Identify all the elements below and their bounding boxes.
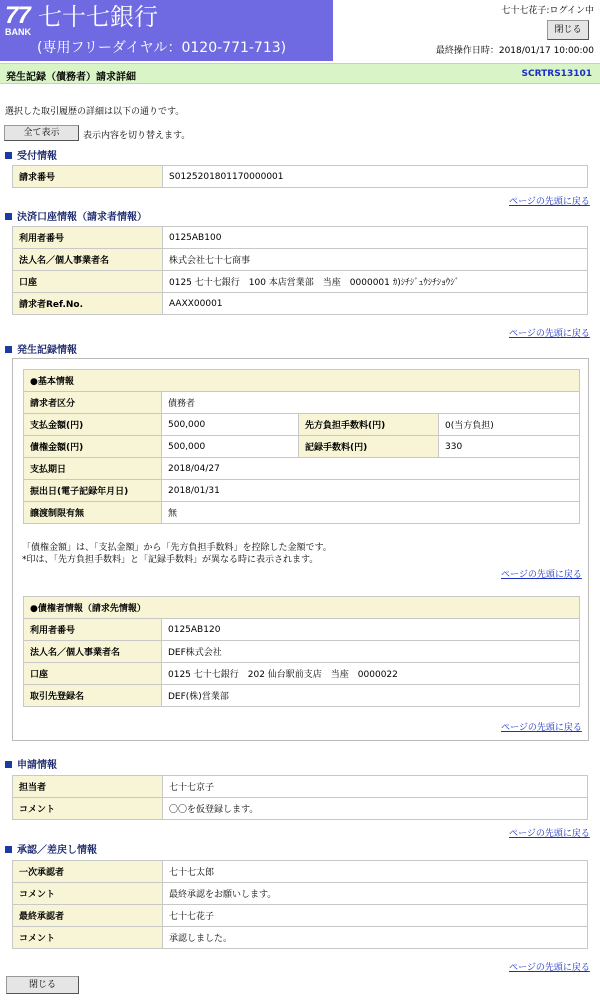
bank-name: 七十七銀行	[38, 3, 158, 31]
row-label: 口座	[24, 663, 162, 685]
title-bar	[0, 63, 600, 84]
page-title: 発生記録（債務者）請求詳細	[6, 72, 136, 83]
page-top-link[interactable]: ページの先頭に戻る	[509, 829, 590, 839]
row-label: コメント	[13, 883, 163, 905]
table-row	[24, 619, 580, 641]
row-label: 譲渡制限有無	[24, 502, 162, 524]
section-receipt-title: 受付情報	[5, 147, 57, 162]
row-value: 2018/01/31	[162, 480, 580, 502]
row-value: 0125AB100	[163, 227, 588, 249]
row-label: 法人名／個人事業者名	[13, 249, 163, 271]
row-label: 利用者番号	[24, 619, 162, 641]
phone-number: (専用フリーダイヤル：0120-771-713)	[37, 40, 287, 56]
table-row	[13, 776, 588, 798]
row-label: 利用者番号	[13, 227, 163, 249]
creditor-info-subtitle: ●債権者情報（請求先情報）	[24, 597, 580, 619]
section-square-icon	[5, 213, 12, 220]
section-square-icon	[5, 846, 12, 853]
row-value: 500,000	[162, 414, 299, 436]
screen-id: SCRTRS13101	[521, 69, 592, 79]
table-row	[24, 458, 580, 480]
login-user: 七十七花子:ログイン中	[501, 6, 594, 16]
table-row	[24, 392, 580, 414]
table-row	[24, 663, 580, 685]
row-label: 法人名／個人事業者名	[24, 641, 162, 663]
row-value: 〇〇を仮登録します。	[163, 798, 588, 820]
close-button-bottom[interactable]: 閉じる	[6, 976, 79, 994]
row-value: 0(当方負担)	[439, 414, 580, 436]
application-table	[12, 775, 588, 820]
settlement-table	[12, 226, 588, 315]
row-label: 債権金額(円)	[24, 436, 162, 458]
row-value: AAXX00001	[163, 293, 588, 315]
row-value: 無	[162, 502, 580, 524]
page-top-link[interactable]: ページの先頭に戻る	[509, 197, 590, 207]
show-all-button[interactable]: 全て表示	[4, 125, 79, 141]
row-value: 2018/04/27	[162, 458, 580, 480]
basic-info-subtitle: ●基本情報	[24, 370, 580, 392]
row-value: 最終承認をお願いします。	[163, 883, 588, 905]
table-row	[24, 597, 580, 619]
table-row	[13, 293, 588, 315]
row-label: 口座	[13, 271, 163, 293]
intro-text: 選択した取引履歴の詳細は以下の通りです。	[5, 107, 185, 117]
logo-number: 77	[5, 2, 30, 29]
section-approval-title: 承認／差戻し情報	[5, 841, 97, 856]
asterisk-note: *印は、「先方負担手数料」と「記録手数料」が異なる時に表示されます。	[22, 555, 319, 565]
table-row	[24, 436, 580, 458]
table-row	[13, 166, 588, 188]
header	[0, 0, 600, 62]
section-record-title: 発生記録情報	[5, 341, 77, 356]
table-row	[13, 798, 588, 820]
page-top-link[interactable]: ページの先頭に戻る	[509, 329, 590, 339]
table-row	[13, 927, 588, 949]
approval-table	[12, 860, 588, 949]
row-label: 最終承認者	[13, 905, 163, 927]
row-label: 取引先登録名	[24, 685, 162, 707]
row-label: 記録手数料(円)	[299, 436, 439, 458]
logo-bank-text: BANK	[5, 27, 31, 37]
receipt-table	[12, 165, 588, 188]
row-label: 請求番号	[13, 166, 163, 188]
table-row	[13, 227, 588, 249]
table-row	[24, 685, 580, 707]
last-operation-time: 最終操作日時：2018/01/17 10:00:00	[435, 46, 594, 56]
section-square-icon	[5, 152, 12, 159]
row-value: 債務者	[162, 392, 580, 414]
table-row	[13, 271, 588, 293]
page-top-link[interactable]: ページの先頭に戻る	[501, 723, 582, 733]
creditor-info-table	[23, 596, 580, 707]
row-value: DEF株式会社	[162, 641, 580, 663]
row-value: 株式会社七十七商事	[163, 249, 588, 271]
row-value: 0125AB120	[162, 619, 580, 641]
row-label: コメント	[13, 798, 163, 820]
row-value: 500,000	[162, 436, 299, 458]
bank-logo	[0, 0, 333, 61]
row-label: 請求者Ref.No.	[13, 293, 163, 315]
row-label: 担当者	[13, 776, 163, 798]
row-label: コメント	[13, 927, 163, 949]
table-row	[13, 861, 588, 883]
basic-info-table	[23, 369, 580, 524]
section-application-title: 申請情報	[5, 756, 57, 771]
row-value: 承認しました。	[163, 927, 588, 949]
claim-amount-note: 「債権金額」は、「支払金額」から「先方負担手数料」を控除した金額です。	[22, 543, 332, 553]
row-label: 請求者区分	[24, 392, 162, 414]
row-label: 支払期日	[24, 458, 162, 480]
row-label: 先方負担手数料(円)	[299, 414, 439, 436]
show-all-description: 表示内容を切り替えます。	[83, 131, 191, 141]
table-row	[13, 905, 588, 927]
row-value: 七十七京子	[163, 776, 588, 798]
row-label: 振出日(電子記録年月日)	[24, 480, 162, 502]
section-square-icon	[5, 761, 12, 768]
row-label: 一次承認者	[13, 861, 163, 883]
row-label: 支払金額(円)	[24, 414, 162, 436]
row-value: 七十七太郎	[163, 861, 588, 883]
row-value: S0125201801170000001	[163, 166, 588, 188]
row-value: DEF(株)営業部	[162, 685, 580, 707]
table-row	[24, 641, 580, 663]
row-value: 330	[439, 436, 580, 458]
section-settlement-title: 決済口座情報（請求者情報）	[5, 208, 147, 223]
table-row	[24, 480, 580, 502]
table-row	[13, 883, 588, 905]
page-top-link[interactable]: ページの先頭に戻る	[509, 963, 590, 973]
table-row	[24, 502, 580, 524]
close-button-top[interactable]: 閉じる	[547, 20, 589, 40]
table-row	[24, 370, 580, 392]
row-value: 七十七花子	[163, 905, 588, 927]
table-row	[24, 414, 580, 436]
section-square-icon	[5, 346, 12, 353]
row-value: 0125 七十七銀行 202 仙台駅前支店 当座 0000022	[162, 663, 580, 685]
page-top-link[interactable]: ページの先頭に戻る	[501, 570, 582, 580]
row-value: 0125 七十七銀行 100 本店営業部 当座 0000001 ｶ)ｼﾁｼﾞｭｳｼﾁｼｮｳｼﾞ	[163, 271, 588, 293]
table-row	[13, 249, 588, 271]
